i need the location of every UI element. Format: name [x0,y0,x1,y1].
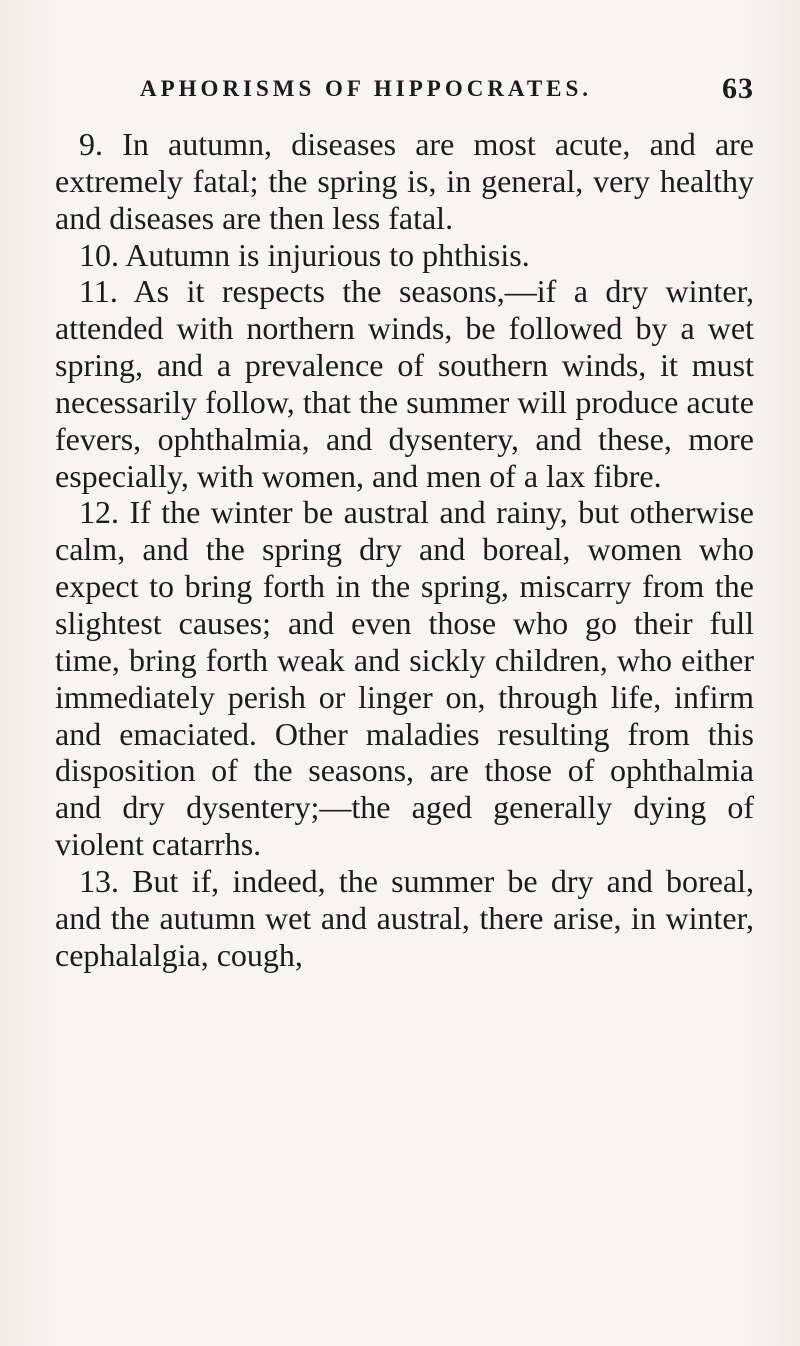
aphorism-number: 10. [79,236,119,273]
aphorism-number: 11. [79,273,118,310]
aphorism-paragraph [55,273,754,494]
aphorism-text: Autumn is injurious to phthisis. [125,236,530,273]
aphorism-paragraph [55,237,754,274]
aphorism-paragraph [55,126,754,237]
body-text [55,126,754,973]
aphorism-text: In autumn, diseases are most acute, and are extremely fatal; the spring is, in general, very healthy and diseases are then less fatal. [55,126,755,236]
page-number: 63 [722,72,754,105]
aphorism-number: 12. [79,494,119,531]
running-head [55,62,754,106]
aphorism-number: 9. [79,126,103,162]
aphorism-paragraph [55,494,754,862]
aphorism-text: But if, indeed, the summer be dry and boreal, and the autumn wet and austral, there arise, in winter, cephalalgia, cough, [55,862,755,973]
aphorism-text: As it respects the seasons,—if a dry winter, attended with northern winds, be followed by a wet spring, and a prevalence of southern winds, it must necessarily follow, that the summer will produce acute fevers, ophthalmia, and dysentery, and these, more especially, with women, and men of a lax fibre. [55,273,755,494]
aphorism-number: 13. [79,862,119,899]
aphorism-paragraph [55,863,754,974]
aphorism-text: If the winter be austral and rainy, but otherwise calm, and the spring dry and boreal, women who expect to bring forth in the spring, miscarry from the slightest causes; and even those who go their full time, bring forth weak and sickly children, who either immediately perish or linger on, through life, infirm and emaciated. Other maladies resulting from this disposition of the seasons, are those of ophthalmia and dry dysentery;—the aged generally dying of violent catarrhs. [55,494,755,863]
running-title: APHORISMS OF HIPPOCRATES. [140,76,593,101]
